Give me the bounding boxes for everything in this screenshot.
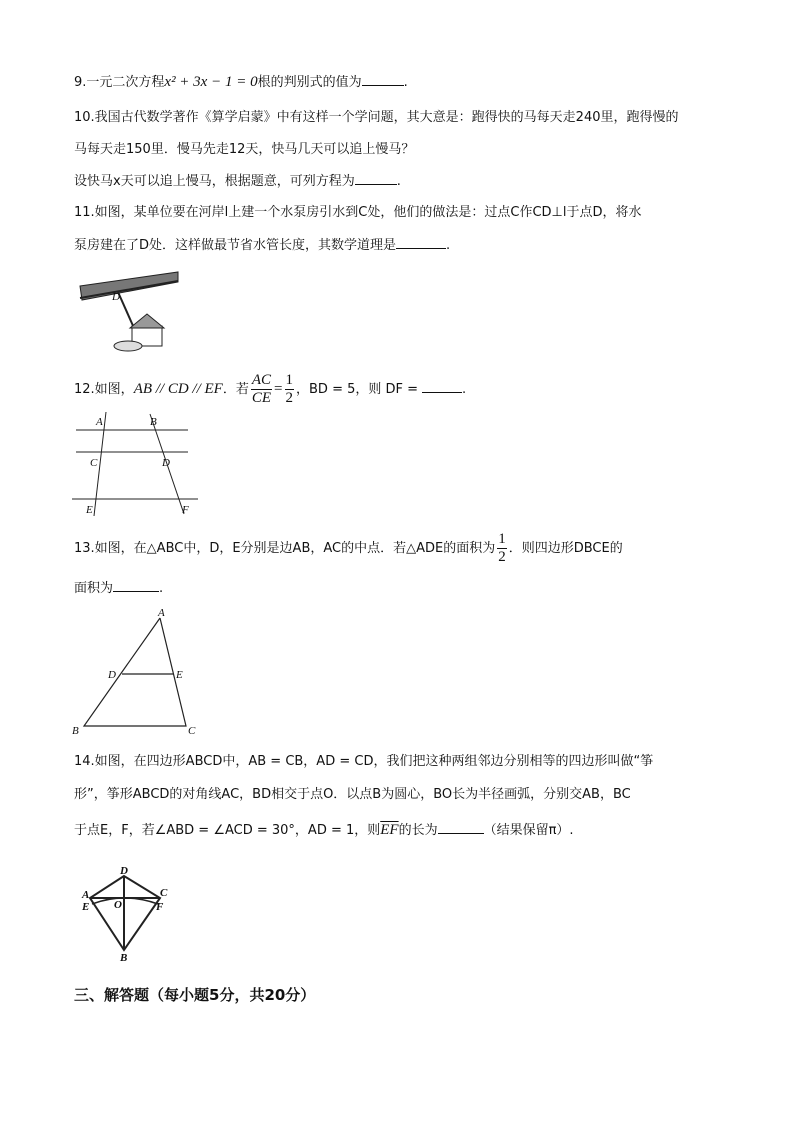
house-roof-icon (130, 314, 164, 328)
label-E: E (82, 901, 90, 913)
q12-condition: AB // CD // EF (133, 381, 223, 397)
q14-kite-figure (80, 866, 180, 962)
label-C: C (188, 725, 196, 737)
q9-answer-blank[interactable] (362, 72, 404, 86)
label-E: E (86, 504, 93, 516)
q14-answer-blank[interactable] (438, 820, 484, 834)
frac-numerator: AC (251, 372, 272, 388)
q13-answer-blank[interactable] (113, 578, 159, 592)
label-A: A (158, 607, 165, 619)
label-O: O (114, 899, 122, 911)
label-A: A (96, 416, 103, 428)
label-F: F (156, 901, 164, 913)
q12-parallel-lines-figure (70, 410, 200, 518)
q14-text-post: 的长为 (398, 823, 438, 838)
label-D: D (112, 291, 120, 303)
label-C: C (160, 887, 168, 899)
question-10-line-1: 10.我国古代数学著作《算学启蒙》中有这样一个学问题，其大意是：跑得快的马每天走240里，跑得慢的 (74, 110, 679, 125)
question-13-line-2 (74, 578, 163, 599)
label-C: C (90, 457, 98, 469)
label-B: B (150, 416, 157, 428)
q10-end: . (396, 174, 401, 189)
half-numerator: 1 (285, 372, 294, 388)
frac-denominator: CE (251, 390, 272, 406)
label-A: A (82, 889, 90, 901)
q11-river-pump-figure (78, 268, 188, 356)
q9-equation: x² + 3x − 1 = 0 (164, 74, 258, 90)
pipe-line (118, 292, 134, 328)
question-10-line-3 (74, 171, 401, 192)
label-F: F (182, 504, 189, 516)
question-11-line-2 (74, 235, 450, 256)
question-13-line-1 (74, 530, 623, 568)
label-E: E (176, 669, 183, 681)
q10-text: 设快马x天可以追上慢马，根据题意，可列方程为 (74, 174, 355, 189)
q12-equals: = (274, 381, 283, 397)
q11-text: 泵房建在了D处．这样做最节省水管长度，其数学道理是 (74, 238, 397, 253)
q9-end: . (403, 75, 408, 90)
q13-text-post: ．则四边形DBCE的 (508, 541, 623, 556)
q9-text-post: 根的判别式的值为 (257, 75, 362, 90)
question-14-line-3 (74, 820, 574, 841)
label-B: B (120, 952, 128, 962)
q14-end: （结果保留π）. (483, 823, 574, 838)
label-B: B (72, 725, 79, 737)
question-11-line-1: 11.如图，某单位要在河岸l上建一个水泵房引水到C处，他们的做法是：过点C作CD⊥l于点D，将水 (74, 205, 642, 220)
q12-mid: ．若 (222, 382, 249, 397)
q13-triangle-figure (68, 606, 208, 738)
q12-text: 12.如图， (74, 382, 134, 397)
triangle-abc (84, 618, 186, 726)
section-heading: 三、解答题（每小题5分，共20分） (74, 986, 316, 1004)
q10-answer-blank[interactable] (355, 171, 397, 185)
q12-fraction-ac-ce (251, 372, 272, 407)
label-D: D (162, 457, 170, 469)
question-9 (74, 72, 408, 93)
question-14-line-2: 形”，筝形ABCD的对角线AC，BD相交于点O．以点B为圆心，BO长为半径画弧，分别交AB，BC (74, 787, 631, 802)
q13-end: . (159, 581, 164, 596)
question-14-line-1: 14.如图，在四边形ABCD中，AB = CB，AD = CD，我们把这种两组邻边分别相等的四边形叫做“筝 (74, 754, 654, 769)
half-numerator: 1 (498, 531, 506, 547)
q12-fraction-half (285, 372, 295, 407)
q12-bd-text: ，BD = 5，则 DF = (296, 382, 419, 397)
q14-arc-ef: $\overline{EF}$ (380, 822, 399, 838)
ground-shape (114, 341, 142, 351)
half-denominator: 2 (498, 549, 506, 565)
question-12 (74, 370, 466, 409)
q14-text: 于点E，F，若∠ABD = ∠ACD = 30°，AD = 1，则 (74, 823, 381, 838)
q11-end: . (446, 238, 451, 253)
question-10-line-2: 马每天走150里．慢马先走12天，快马几天可以追上慢马？ (74, 142, 415, 157)
label-D: D (108, 669, 116, 681)
half-denominator: 2 (285, 390, 294, 406)
q13-fraction-half (497, 531, 507, 566)
q12-answer-blank[interactable] (422, 379, 462, 393)
q11-answer-blank[interactable] (396, 235, 446, 249)
label-D: D (120, 866, 128, 877)
q13-text: 13.如图，在△ABC中，D，E分别是边AB，AC的中点．若△ADE的面积为 (74, 541, 496, 556)
q12-end: . (462, 382, 467, 397)
q9-text: 9.一元二次方程 (74, 75, 165, 90)
q13-text-2: 面积为 (74, 581, 114, 596)
